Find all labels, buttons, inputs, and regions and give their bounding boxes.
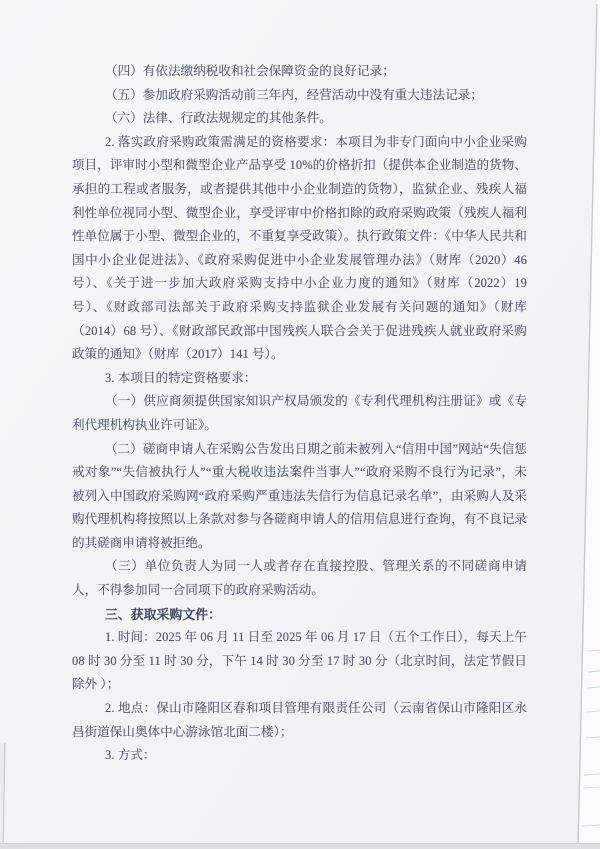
scan-background-bottom-strip [0, 843, 600, 849]
paragraph-method: 3. 方式： [105, 748, 156, 763]
document-body [72, 60, 527, 768]
paragraph-item-6: （六）法律、行政法规规定的其他条件。 [105, 111, 332, 126]
paragraph-item-4: （四）有依法缴纳税收和社会保障资金的良好记录； [105, 64, 395, 78]
paragraph-location: 2. 地点：保山市隆阳区春和项目管理有限责任公司（云南省保山市隆阳区永昌街道保山奥体中心游泳馆北面二楼）； [72, 701, 527, 739]
paragraph-specific-qualification: 3. 本项目的特定资格要求： [105, 370, 257, 385]
paragraph-item-5: （五）参加政府采购活动前三年内，经营活动中没有重大违法记录； [105, 87, 484, 102]
paragraph-qualification-2: （二）磋商申请人在采购公告发出日期之前未被列入“信用中国”网站“失信惩戒对象”“失信被执行人”“重大税收违法案件当事人”“政府采购不良行为记录”，未被列入中国政府采购网“政府采购严重违法失信行为信息记录名单”，由采购人及采购代理机构将按照以上条款对参与各磋商申请人的信用信息进行查询，有不良记录的其磋商申请将被拒绝。 [72, 441, 527, 550]
paragraph-time: 1. 时间：2025 年 06 月 11 日至 2025 年 06 月 17 日（五个工作日），每天上午 08 时 30 分至 11 时 30 分，下午 14 时 30 分至 17 时 30 分（北京时间，法定节假日除外 ）； [72, 630, 527, 692]
section-heading-obtain-documents: 三、获取采购文件： [105, 606, 222, 622]
paragraph-qualification-1: （一）供应商须提供国家知识产权局颁发的《专利代理机构注册证》或《专利代理机构执业许可证》。 [72, 394, 527, 432]
paragraph-qualification-3: （三）单位负责人为同一人或者存在直接控股、管理关系的不同磋商申请人，不得参加同一合同项下的政府采购活动。 [72, 559, 527, 598]
paragraph-policy-requirements: 2. 落实政府采购政策需满足的资格要求：本项目为非专门面向中小企业采购项目，评审时小型和微型企业产品享受 10%的价格折扣（提供本企业制造的货物、承担的工程或者服务，或者提供其他中小企业制造的货物），监狱企业、残疾人福利性单位视同小型、微型企业，享受评审中价格扣除的政府采购政策（残疾人福利性单位属于小型、微型企业的，不重复享受政策）。执行政策文件：《中华人民共和国中小企业促进法》、《政府采购促进中小企业发展管理办法》（财库（2020）46 号）、《关于进一步加大政府采购支持中小企业力度的通知》（财库（2022）19 号）、《财政部司法部关于政府采购支持监狱企业发展有关问题的通知》（财库（2014）68 号）、《财政部民政部中国残疾人联合会关于促进残疾人就业政府采购政策的通知》（财库（2017）141 号）。 [72, 134, 527, 362]
